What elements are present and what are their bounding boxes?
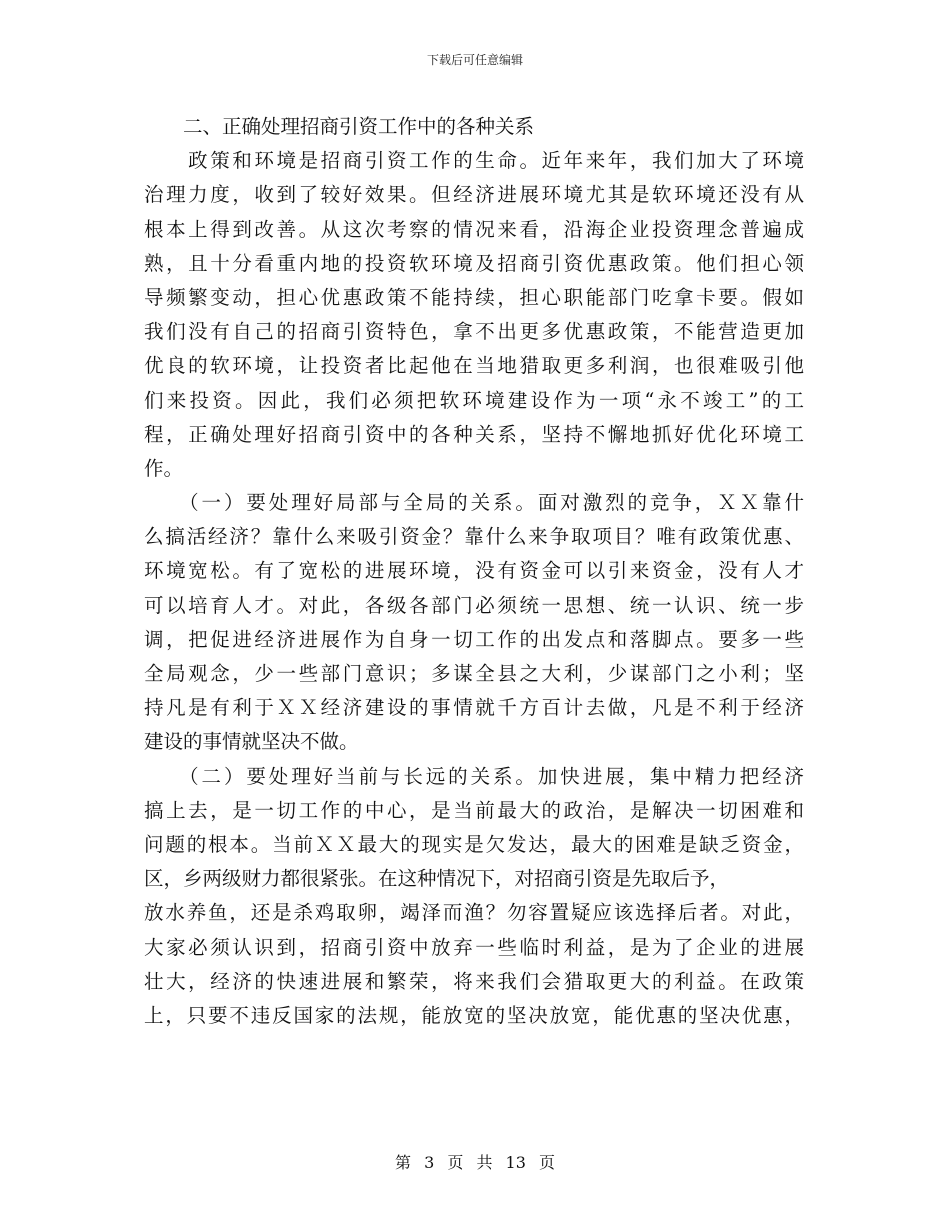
paragraph-line: 上，只要不违反国家的法规，能放宽的坚决放宽，能优惠的坚决优惠， [144,1003,804,1027]
paragraph-line: 么搞活经济？靠什么来吸引资金？靠什么来争取项目？唯有政策优惠、 [144,525,804,549]
paragraph-line: 建设的事情就坚决不做。 [144,730,359,754]
paragraph-line: 治理力度，收到了较好效果。但经济进展环境尤其是软环境还没有从 [144,183,804,207]
paragraph-line: 作。 [144,456,184,480]
paragraph-line: 们来投资。因此，我们必须把软环境建设作为一项“永不竣工”的工 [144,388,804,412]
paragraph-line: 搞上去，是一切工作的中心，是当前最大的政治，是解决一切困难和 [144,798,804,822]
paragraph-line: 大家必须认识到，招商引资中放弃一些临时利益，是为了企业的进展 [144,935,804,959]
paragraph-line: 可以培育人才。对此，各级各部门必须统一思想、统一认识、统一步 [144,593,804,617]
paragraph-line: 政策和环境是招商引资工作的生命。近年来年，我们加大了环境 [144,149,804,173]
paragraph-line: （二）要处理好当前与长远的关系。加快进展，集中精力把经济 [144,764,804,788]
paragraph-line: 根本上得到改善。从这次考察的情况来看，沿海企业投资理念普遍成 [144,217,804,241]
paragraph-line: 持凡是有利于ＸＸ经济建设的事情就千方百计去做，凡是不利于经济 [144,696,804,720]
paragraph-line: 环境宽松。有了宽松的进展环境，没有资金可以引来资金，没有人才 [144,559,804,583]
paragraph-line: 区，乡两级财力都很紧张。在这种情况下，对招商引资是先取后予， [144,867,730,891]
document-body [144,110,804,1033]
paragraph-line: 导频繁变动，担心优惠政策不能持续，担心职能部门吃拿卡要。假如 [144,285,804,309]
paragraph-line: 壮大，经济的快速进展和繁荣，将来我们会猎取更大的利益。在政策 [144,969,804,993]
section-heading: 二、正确处理招商引资工作中的各种关系 [144,115,535,138]
paragraph-line: 程，正确处理好招商引资中的各种关系，坚持不懈地抓好优化环境工 [144,422,804,446]
paragraph-line: （一）要处理好局部与全局的关系。面对激烈的竞争，ＸＸ靠什 [144,491,804,515]
paragraph-line: 熟，且十分看重内地的投资软环境及招商引资优惠政策。他们担心领 [144,251,804,275]
page-footer: 第 3 页 共 13 页 [395,1153,555,1172]
paragraph-line: 调，把促进经济进展作为自身一切工作的出发点和落脚点。要多一些 [144,627,804,651]
paragraph-line: 全局观念，少一些部门意识；多谋全县之大利，少谋部门之小利；坚 [144,662,804,685]
paragraph-line: 问题的根本。当前ＸＸ最大的现实是欠发达，最大的困难是缺乏资金， [144,832,804,856]
paragraph-line: 我们没有自己的招商引资特色，拿不出更多优惠政策，不能营造更加 [144,320,804,344]
page-header: 下载后可任意编辑 [426,53,523,67]
paragraph-line: 放水养鱼，还是杀鸡取卵，竭泽而渔？勿容置疑应该选择后者。对此， [144,901,804,925]
paragraph-line: 优良的软环境，让投资者比起他在当地猎取更多利润，也很难吸引他 [144,354,804,378]
